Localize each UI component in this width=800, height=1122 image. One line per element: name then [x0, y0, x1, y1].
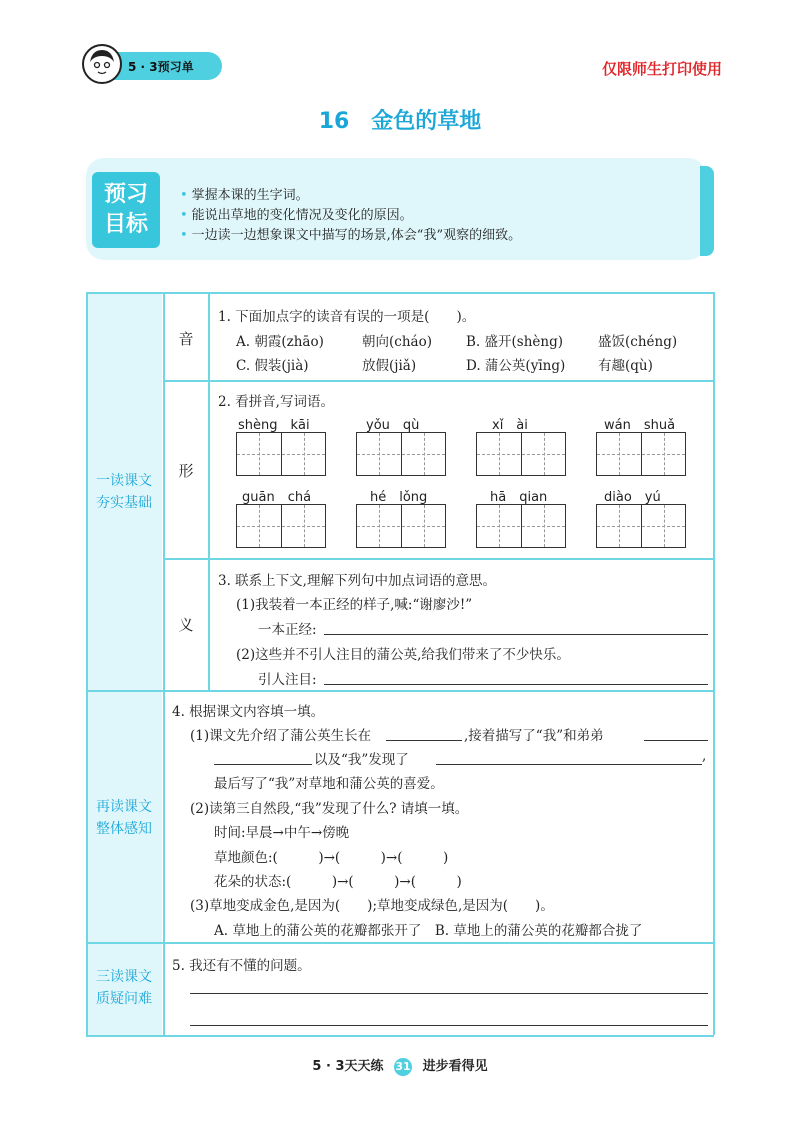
writing-grid[interactable]: [476, 504, 566, 548]
question-1: 1. 下面加点字的读音有误的一项是( )。: [218, 309, 476, 325]
writing-grid[interactable]: [236, 432, 326, 476]
section2-label-line2: 整体感知: [96, 821, 152, 837]
goal-item: [180, 204, 413, 223]
goals-label-line2: 目标: [103, 212, 148, 237]
option-c-1: C. 假装(jià): [236, 358, 309, 374]
q4-part2: (2)读第三自然段,“我”发现了什么? 请填一填。: [190, 801, 469, 817]
section3-label-line1: 三读课文: [96, 969, 152, 985]
pinyin-4: wán shuǎ: [604, 418, 676, 433]
page-title: 16 金色的草地: [318, 109, 482, 134]
answer-line[interactable]: [324, 634, 708, 635]
student-avatar-icon: [82, 44, 122, 84]
section1-label: [86, 470, 162, 514]
question-3: 3. 联系上下文,理解下列句中加点词语的意思。: [218, 573, 496, 589]
table-divider: [164, 380, 714, 382]
goals-label-line1: 预习: [103, 182, 148, 207]
sentence-1: (1)我装着一本正经的样子,喊:“谢廖沙!”: [236, 597, 473, 613]
section3-label: [86, 966, 162, 1010]
pinyin-6: hé lǒng: [370, 490, 428, 505]
q4-time: 时间:早晨→中午→傍晚: [214, 825, 350, 841]
section1-label-line2: 夯实基础: [96, 495, 152, 511]
option-b-1: B. 盛开(shèng): [466, 334, 563, 350]
sound-label: 音: [178, 330, 194, 348]
option-d-2: 有趣(qù): [598, 358, 653, 374]
option-a-1: A. 朝霞(zhāo): [236, 334, 324, 350]
table-divider: [164, 558, 714, 560]
sentence-2: (2)这些并不引人注目的蒲公英,给我们带来了不少快乐。: [236, 647, 570, 663]
section2-label: [86, 796, 162, 840]
answer-line[interactable]: [436, 764, 702, 765]
footer: [0, 1055, 800, 1076]
answer-line[interactable]: [386, 740, 462, 741]
term-1: 一本正经:: [258, 622, 317, 638]
q4-part1-d: ,: [702, 748, 707, 764]
bullet-icon: •: [180, 208, 188, 223]
pinyin-2: yǒu qù: [366, 418, 420, 433]
table-border: [86, 292, 714, 294]
option-d-1: D. 蒲公英(yīng): [466, 358, 566, 374]
writing-grid[interactable]: [356, 504, 446, 548]
table-border: [713, 292, 715, 1035]
section3-label-line2: 质疑问难: [96, 991, 152, 1007]
goal-text: 一边读一边想象课文中描写的场景,体会“我”观察的细致。: [191, 228, 522, 243]
pinyin-7: hā qian: [490, 490, 548, 505]
table-divider: [86, 942, 714, 944]
pinyin-1: shèng kāi: [238, 418, 310, 433]
pinyin-3: xǐ ài: [492, 418, 528, 433]
meaning-label: 义: [178, 616, 194, 634]
bullet-icon: •: [180, 188, 188, 203]
option-a-2: 朝向(cháo): [362, 334, 432, 350]
badge-label: 5 · 3预习单: [128, 60, 194, 74]
form-label: 形: [178, 462, 194, 480]
table-divider: [208, 292, 210, 690]
goal-text: 能说出草地的变化情况及变化的原因。: [191, 208, 413, 223]
answer-line[interactable]: [190, 993, 708, 994]
answer-line[interactable]: [214, 764, 312, 765]
q4-part1-b: ,接着描写了“我”和弟弟: [464, 728, 604, 744]
q4-part1-a: (1)课文先介绍了蒲公英生长在: [190, 728, 372, 744]
q4-part1-e: 最后写了“我”对草地和蒲公英的喜爱。: [214, 776, 444, 792]
pinyin-8: diào yú: [604, 490, 661, 505]
answer-line[interactable]: [644, 740, 708, 741]
footer-right: 进步看得见: [422, 1059, 488, 1074]
option-b-2: 盛饭(chéng): [598, 334, 678, 350]
term-2: 引人注目:: [258, 672, 317, 688]
goal-item: [180, 184, 309, 203]
writing-grid[interactable]: [356, 432, 446, 476]
bullet-icon: •: [180, 228, 188, 243]
question-2: 2. 看拼音,写词语。: [218, 394, 334, 410]
page-number: 31: [394, 1058, 412, 1076]
q4-part3: (3)草地变成金色,是因为( );草地变成绿色,是因为( )。: [190, 898, 554, 914]
goal-item: [180, 224, 521, 243]
writing-grid[interactable]: [236, 504, 326, 548]
question-4: 4. 根据课文内容填一填。: [172, 704, 325, 720]
q4-flower: 花朵的状态:( )→( )→( ): [214, 874, 462, 890]
pinyin-5: guān chá: [242, 490, 312, 505]
goal-text: 掌握本课的生字词。: [191, 188, 309, 203]
goals-label: [92, 172, 160, 248]
table-border: [86, 1035, 714, 1037]
table-divider: [163, 292, 165, 1035]
q4-options: A. 草地上的蒲公英的花瓣都张开了 B. 草地上的蒲公英的花瓣都合拢了: [214, 923, 643, 939]
answer-line[interactable]: [324, 684, 708, 685]
question-5: 5. 我还有不懂的问题。: [172, 958, 311, 974]
option-c-2: 放假(jiǎ): [362, 358, 417, 374]
print-use-note: 仅限师生打印使用: [601, 60, 722, 78]
table-border: [86, 292, 88, 1035]
answer-line[interactable]: [190, 1025, 708, 1026]
q4-color: 草地颜色:( )→( )→( ): [214, 850, 449, 866]
section2-label-line1: 再读课文: [96, 799, 152, 815]
table-divider: [86, 690, 714, 692]
writing-grid[interactable]: [596, 504, 686, 548]
writing-grid[interactable]: [596, 432, 686, 476]
section1-label-line1: 一读课文: [96, 473, 152, 489]
q4-part1-c: 以及“我”发现了: [314, 752, 409, 768]
writing-grid[interactable]: [476, 432, 566, 476]
goals-tab-decoration: [700, 166, 714, 256]
footer-left: 5 · 3天天练: [312, 1059, 384, 1074]
